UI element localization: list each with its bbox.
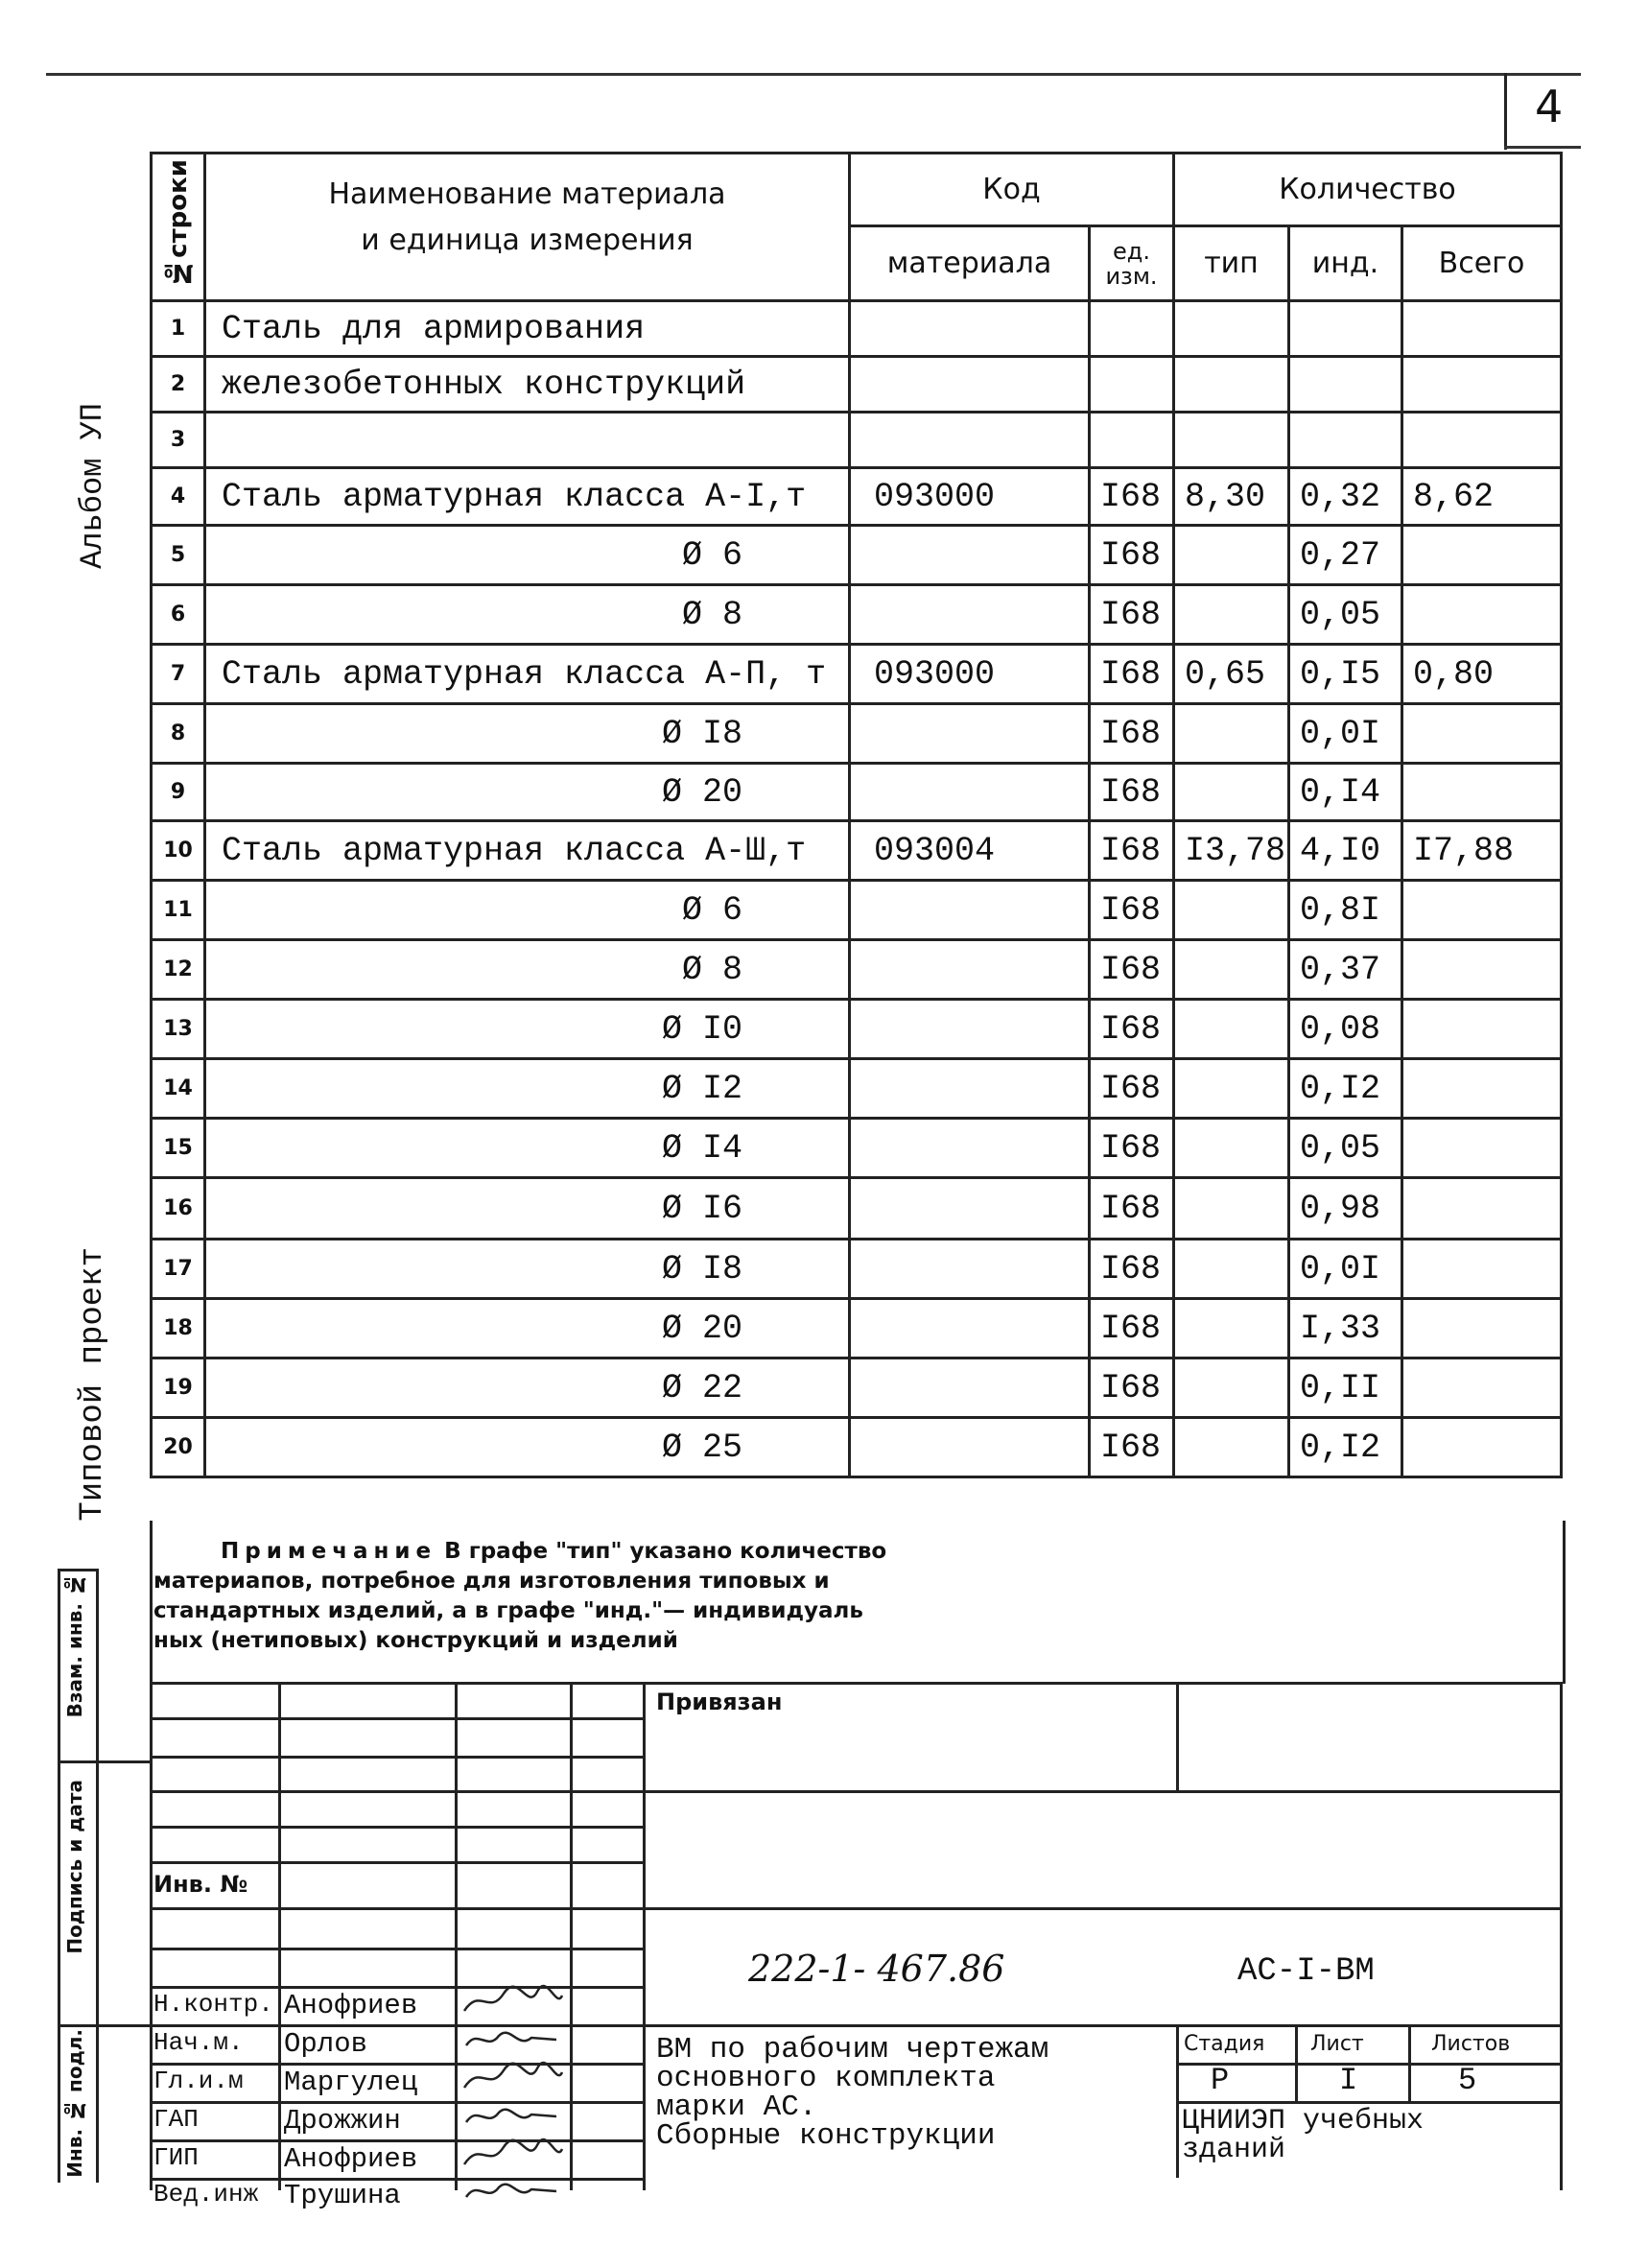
qty-ind-cell: 0,8I	[1289, 881, 1402, 940]
inv-no-label: Инв. №	[153, 1871, 248, 1898]
table-row	[152, 1240, 1562, 1299]
unit-code-cell: I68	[1090, 704, 1174, 764]
diameter-cell: Ø 22	[205, 1358, 850, 1418]
material-code-cell	[850, 301, 1090, 357]
row-number: 17	[152, 1240, 205, 1299]
row-number: 6	[152, 585, 205, 645]
qty-total-cell	[1402, 526, 1562, 585]
qty-type-cell	[1174, 940, 1289, 1000]
qty-total-cell	[1402, 704, 1562, 764]
header-q-ind: инд.	[1289, 226, 1402, 301]
qty-type-cell	[1174, 413, 1289, 468]
qty-type-cell	[1174, 301, 1289, 357]
signature-role: Н.контр.	[153, 1990, 273, 2019]
document-code: АС-I-ВМ	[1237, 1953, 1375, 1990]
qty-total-cell	[1402, 764, 1562, 821]
qty-type-cell	[1174, 1119, 1289, 1178]
qty-ind-cell: 0,08	[1289, 1000, 1402, 1059]
margin-strip-right	[96, 1569, 99, 2183]
row-number: 12	[152, 940, 205, 1000]
qty-type-cell	[1174, 881, 1289, 940]
title-line1: ВМ по рабочим чертежам	[656, 2033, 1049, 2067]
qty-total-cell	[1402, 1000, 1562, 1059]
stage-value: Р	[1211, 2063, 1230, 2098]
signature-name: Анофриев	[284, 1990, 418, 2021]
signature-name: Анофриев	[284, 2143, 418, 2175]
margin-strip-div1	[58, 1760, 150, 1763]
margin-strip-left	[58, 1569, 60, 2183]
diameter-cell: Ø I2	[205, 1059, 850, 1119]
table-row	[152, 704, 1562, 764]
signature-name: Орлов	[284, 2028, 368, 2060]
row-number: 1	[152, 301, 205, 357]
top-border-line	[46, 73, 1581, 76]
header-quantity: Количество	[1174, 154, 1562, 226]
page-number: 4	[1535, 81, 1564, 132]
row-number: 4	[152, 468, 205, 526]
qty-ind-cell: 0,0I	[1289, 704, 1402, 764]
sheets-value: 5	[1458, 2063, 1477, 2098]
margin-strip-top	[58, 1569, 99, 1571]
note-lead: Примечание	[221, 1539, 437, 1564]
header-row-no: №строки	[152, 154, 205, 301]
material-name-cell: железобетонных конструкций	[205, 357, 850, 413]
qty-type-cell	[1174, 526, 1289, 585]
row-number: 18	[152, 1299, 205, 1358]
qty-type-cell: 8,30	[1174, 468, 1289, 526]
material-name-cell: Сталь арматурная класса А-Ш,т	[205, 821, 850, 881]
inv-podl-label: Инв. № подл.	[63, 2029, 86, 2178]
page-number-box-left	[1504, 73, 1507, 150]
unit-code-cell: I68	[1090, 764, 1174, 821]
title-line2: основного комплекта	[656, 2062, 996, 2095]
org-line2: зданий	[1182, 2134, 1286, 2166]
row-number: 2	[152, 357, 205, 413]
unit-code-cell: I68	[1090, 821, 1174, 881]
unit-code-cell: I68	[1090, 1299, 1174, 1358]
note	[153, 1537, 978, 1656]
title-line3: марки АС.	[656, 2091, 817, 2124]
qty-ind-cell: 0,I5	[1289, 645, 1402, 704]
qty-type-cell	[1174, 704, 1289, 764]
row-number: 9	[152, 764, 205, 821]
material-code-cell	[850, 526, 1090, 585]
table-row	[152, 764, 1562, 821]
table-row	[152, 413, 1562, 468]
material-code-cell: 093000	[850, 645, 1090, 704]
table-row	[152, 301, 1562, 357]
qty-type-cell	[1174, 585, 1289, 645]
row-number: 5	[152, 526, 205, 585]
table-row	[152, 940, 1562, 1000]
qty-ind-cell: 0,32	[1289, 468, 1402, 526]
signature-role: Гл.и.м	[153, 2067, 244, 2095]
materials-table	[150, 152, 1563, 1478]
material-code-cell: 093000	[850, 468, 1090, 526]
material-code-cell	[850, 1000, 1090, 1059]
material-code-cell	[850, 764, 1090, 821]
row-number: 19	[152, 1358, 205, 1418]
qty-ind-cell	[1289, 301, 1402, 357]
note-line1: В графе "тип" указано количество	[436, 1539, 887, 1564]
diameter-cell: Ø 8	[205, 940, 850, 1000]
unit-code-cell: I68	[1090, 881, 1174, 940]
podpis-data-label: Подпись и дата	[63, 1780, 86, 1954]
unit-code-cell: I68	[1090, 585, 1174, 645]
sheet-value: I	[1339, 2063, 1358, 2098]
row-number: 8	[152, 704, 205, 764]
margin-strip-div2	[58, 2024, 150, 2027]
table-row	[152, 881, 1562, 940]
organization	[1182, 2107, 1424, 2164]
material-code-cell	[850, 940, 1090, 1000]
signature-role: Нач.м.	[153, 2028, 244, 2057]
qty-ind-cell	[1289, 413, 1402, 468]
signature-name: Дрожжин	[284, 2105, 401, 2137]
qty-ind-cell: 4,I0	[1289, 821, 1402, 881]
row-number: 10	[152, 821, 205, 881]
header-q-total: Всего	[1402, 226, 1562, 301]
unit-code-cell	[1090, 301, 1174, 357]
row-number: 7	[152, 645, 205, 704]
unit-code-cell: I68	[1090, 1059, 1174, 1119]
qty-type-cell	[1174, 1358, 1289, 1418]
diameter-cell: Ø I0	[205, 1000, 850, 1059]
handwritten-signature-icon	[460, 2097, 566, 2136]
row-number: 13	[152, 1000, 205, 1059]
signature-role: ГАП	[153, 2105, 199, 2134]
qty-type-cell	[1174, 1240, 1289, 1299]
qty-ind-cell	[1289, 357, 1402, 413]
document-title	[656, 2033, 1049, 2153]
unit-code-cell: I68	[1090, 1240, 1174, 1299]
sheets-label: Листов	[1431, 2032, 1511, 2056]
qty-total-cell	[1402, 1418, 1562, 1477]
handwritten-signature-icon	[460, 2136, 566, 2174]
signature-role: ГИП	[153, 2143, 199, 2172]
table-row	[152, 1299, 1562, 1358]
unit-code-cell: I68	[1090, 1178, 1174, 1240]
qty-ind-cell: I,33	[1289, 1299, 1402, 1358]
title-line4: Сборные конструкции	[656, 2119, 996, 2153]
qty-type-cell	[1174, 1000, 1289, 1059]
qty-ind-cell: 0,05	[1289, 585, 1402, 645]
unit-code-cell: I68	[1090, 940, 1174, 1000]
vzam-inv-label: Взам. инв. №	[63, 1573, 86, 1718]
material-name-cell	[205, 413, 850, 468]
header-code: Код	[850, 154, 1174, 226]
handwritten-signature-icon	[460, 2059, 566, 2097]
header-code-material: материала	[850, 226, 1090, 301]
material-code-cell	[850, 1178, 1090, 1240]
qty-type-cell: 0,65	[1174, 645, 1289, 704]
unit-code-cell: I68	[1090, 645, 1174, 704]
signature-role: Вед.инж	[153, 2180, 259, 2209]
qty-total-cell	[1402, 1119, 1562, 1178]
qty-ind-cell: 0,0I	[1289, 1240, 1402, 1299]
qty-type-cell	[1174, 357, 1289, 413]
header-q-type: тип	[1174, 226, 1289, 301]
qty-ind-cell: 0,I4	[1289, 764, 1402, 821]
table-row	[152, 1119, 1562, 1178]
diameter-cell: Ø I6	[205, 1178, 850, 1240]
material-code-cell	[850, 357, 1090, 413]
handwritten-signature-icon	[460, 1982, 566, 2020]
diameter-cell: Ø 20	[205, 764, 850, 821]
material-code-cell	[850, 1059, 1090, 1119]
table-row	[152, 585, 1562, 645]
qty-type-cell	[1174, 764, 1289, 821]
note-line2: материапов, потребное для изготовления типовых и	[153, 1569, 830, 1594]
qty-total-cell	[1402, 413, 1562, 468]
unit-code-cell: I68	[1090, 526, 1174, 585]
qty-total-cell	[1402, 1299, 1562, 1358]
unit-code-cell: I68	[1090, 1119, 1174, 1178]
material-code-cell	[850, 1240, 1090, 1299]
qty-total-cell	[1402, 301, 1562, 357]
table-row	[152, 1418, 1562, 1477]
unit-code-cell: I68	[1090, 468, 1174, 526]
qty-ind-cell: 0,05	[1289, 1119, 1402, 1178]
unit-code-cell: I68	[1090, 1358, 1174, 1418]
qty-total-cell: 0,80	[1402, 645, 1562, 704]
sheet-label: Лист	[1310, 2032, 1364, 2056]
table-row	[152, 357, 1562, 413]
album-label: Альбом УП	[75, 403, 110, 569]
material-name-cell: Сталь для армирования	[205, 301, 850, 357]
material-code-cell	[850, 881, 1090, 940]
qty-total-cell	[1402, 1059, 1562, 1119]
qty-ind-cell: 0,37	[1289, 940, 1402, 1000]
document-number: 222-1- 467.86	[748, 1948, 1005, 1990]
qty-total-cell: 8,62	[1402, 468, 1562, 526]
diameter-cell: Ø 6	[205, 526, 850, 585]
qty-type-cell	[1174, 1059, 1289, 1119]
unit-code-cell: I68	[1090, 1418, 1174, 1477]
handwritten-signature-icon	[460, 2020, 566, 2059]
row-number: 11	[152, 881, 205, 940]
diameter-cell: Ø I8	[205, 704, 850, 764]
material-name-cell: Сталь арматурная класса А-П, т	[205, 645, 850, 704]
table-row	[152, 468, 1562, 526]
material-code-cell	[850, 1119, 1090, 1178]
qty-ind-cell: 0,27	[1289, 526, 1402, 585]
table-row	[152, 1059, 1562, 1119]
privyazan-label: Привязан	[656, 1689, 783, 1715]
qty-total-cell	[1402, 940, 1562, 1000]
qty-type-cell: I3,78	[1174, 821, 1289, 881]
qty-ind-cell: 0,I2	[1289, 1418, 1402, 1477]
qty-total-cell	[1402, 1178, 1562, 1240]
diameter-cell: Ø 25	[205, 1418, 850, 1477]
qty-total-cell	[1402, 1358, 1562, 1418]
qty-total-cell	[1402, 881, 1562, 940]
material-code-cell: 093004	[850, 821, 1090, 881]
note-line4: ных (нетиповых) конструкций и изделий	[153, 1628, 678, 1653]
header-name: Наименование материала и единица измерения	[205, 154, 850, 301]
qty-total-cell	[1402, 1240, 1562, 1299]
table-row	[152, 645, 1562, 704]
material-code-cell	[850, 1299, 1090, 1358]
qty-type-cell	[1174, 1178, 1289, 1240]
page-number-box-bottom	[1504, 146, 1581, 149]
material-code-cell	[850, 1358, 1090, 1418]
row-number: 3	[152, 413, 205, 468]
row-number: 20	[152, 1418, 205, 1477]
stage-label: Стадия	[1184, 2032, 1265, 2056]
table-row	[152, 526, 1562, 585]
row-number: 15	[152, 1119, 205, 1178]
signature-name: Трушина	[284, 2180, 401, 2211]
qty-total-cell	[1402, 357, 1562, 413]
signature-name: Маргулец	[284, 2067, 418, 2098]
qty-ind-cell: 0,II	[1289, 1358, 1402, 1418]
material-name-cell: Сталь арматурная класса А-I,т	[205, 468, 850, 526]
unit-code-cell	[1090, 357, 1174, 413]
diameter-cell: Ø I4	[205, 1119, 850, 1178]
unit-code-cell	[1090, 413, 1174, 468]
qty-type-cell	[1174, 1418, 1289, 1477]
qty-ind-cell: 0,I2	[1289, 1059, 1402, 1119]
table-row	[152, 1000, 1562, 1059]
diameter-cell: Ø I8	[205, 1240, 850, 1299]
table-row	[152, 821, 1562, 881]
material-code-cell	[850, 704, 1090, 764]
qty-ind-cell: 0,98	[1289, 1178, 1402, 1240]
qty-total-cell: I7,88	[1402, 821, 1562, 881]
row-number: 16	[152, 1178, 205, 1240]
table-row	[152, 1178, 1562, 1240]
qty-total-cell	[1402, 585, 1562, 645]
header-code-unit: ед. изм.	[1090, 226, 1174, 301]
qty-type-cell	[1174, 1299, 1289, 1358]
project-label: Типовой проект	[75, 1247, 111, 1522]
diameter-cell: Ø 20	[205, 1299, 850, 1358]
handwritten-signature-icon	[460, 2172, 566, 2210]
diameter-cell: Ø 6	[205, 881, 850, 940]
material-code-cell	[850, 413, 1090, 468]
unit-code-cell: I68	[1090, 1000, 1174, 1059]
row-number: 14	[152, 1059, 205, 1119]
table-row	[152, 1358, 1562, 1418]
material-code-cell	[850, 585, 1090, 645]
note-line3: стандартных изделий, а в графе "инд."— индивидуаль	[153, 1598, 863, 1623]
material-code-cell	[850, 1418, 1090, 1477]
org-line1: ЦНИИЭП учебных	[1182, 2105, 1425, 2138]
diameter-cell: Ø 8	[205, 585, 850, 645]
